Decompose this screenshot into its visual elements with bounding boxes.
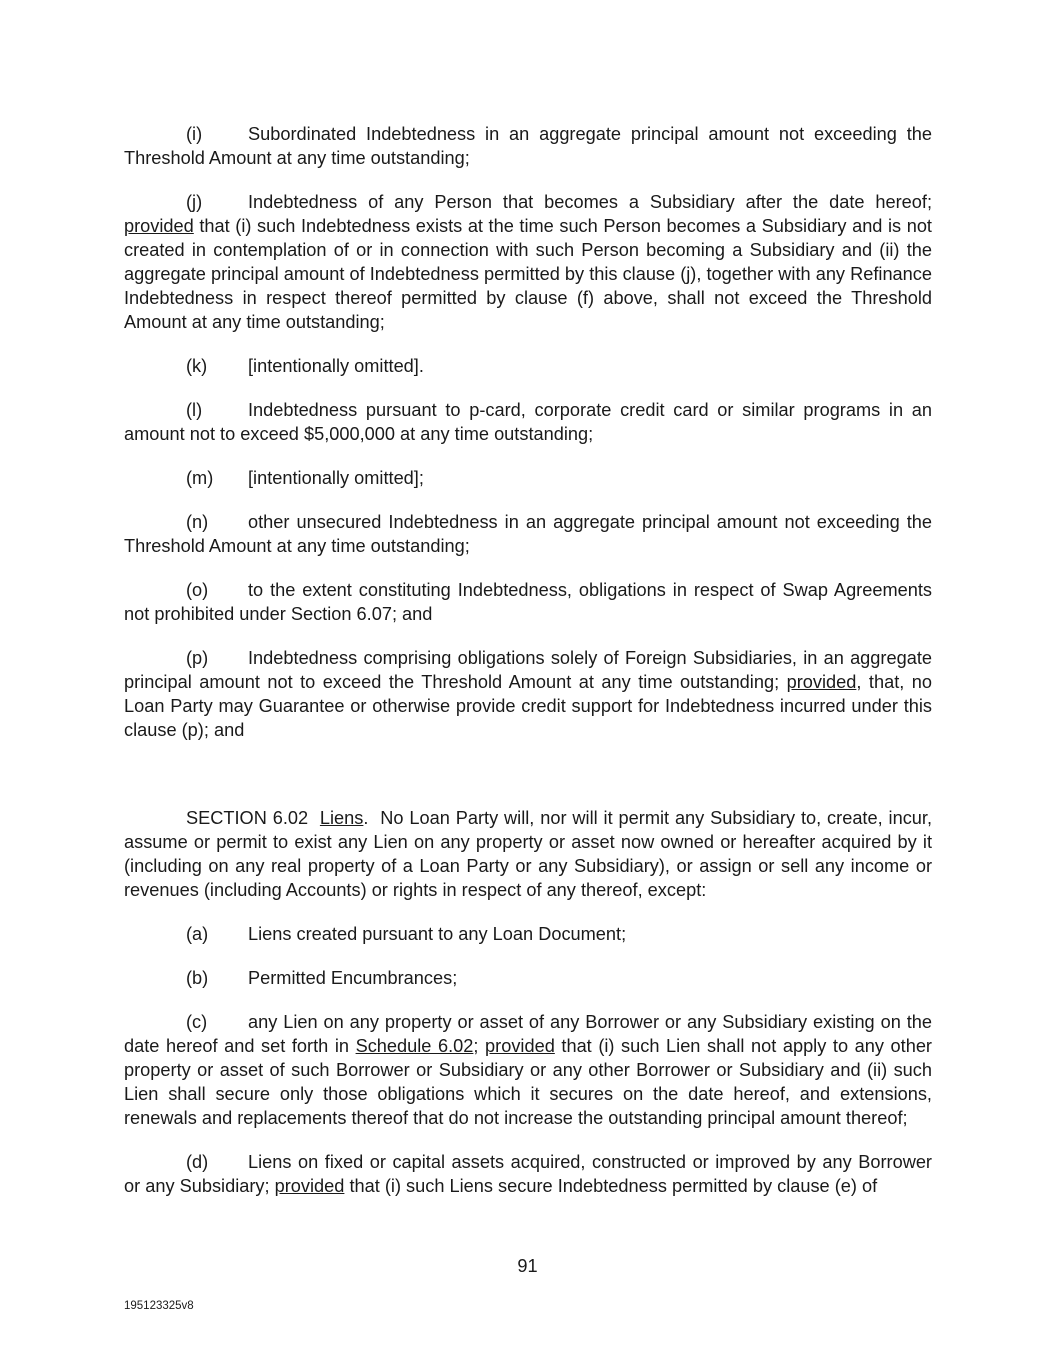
clause-label: (b) [186, 968, 209, 988]
lien-a [124, 922, 932, 946]
lien-c [124, 1010, 932, 1130]
clause-text: that (i) such Liens secure Indebtedness permitted by clause (e) of [344, 1176, 878, 1196]
clause-label: (d) [186, 1152, 209, 1172]
clause-i [124, 122, 932, 170]
clause-l [124, 398, 932, 446]
clause-text: Liens created pursuant to any Loan Document; [248, 924, 627, 944]
clause-o [124, 578, 932, 626]
clause-label: (a) [186, 924, 209, 944]
clause-text: Subordinated Indebtedness in an aggregate principal amount not exceeding the Threshold Amount at any time outstanding; [124, 124, 932, 168]
section-title: Liens [319, 808, 364, 828]
section-spacer [124, 762, 932, 806]
page-number: 91 [517, 1256, 538, 1276]
clause-n [124, 510, 932, 558]
clause-text: ; [473, 1036, 486, 1056]
clause-label: (j) [186, 192, 203, 212]
provided-term: provided [786, 672, 857, 692]
clause-text: Indebtedness comprising obligations solely of Foreign Subsidiaries, in an aggregate principal amount not to exceed the Threshold Amount at any time outstanding; [124, 648, 932, 692]
document-page [124, 122, 932, 1218]
clause-text: that (i) such Indebtedness exists at the time such Person becomes a Subsidiary and is not created in contemplation of or in connection with such Person becoming a Subsidiary and (ii) the aggregate principal amount of Indebtedness permitted by this clause (j), together with any Refinance Indebtedness in respect thereof permitted by clause (f) above, shall not exceed the Threshold Amount at any time outstanding; [124, 216, 932, 332]
clause-text: [intentionally omitted]. [248, 356, 424, 376]
document-id: 195123325v8 [124, 1300, 194, 1312]
clause-text: Permitted Encumbrances; [248, 968, 458, 988]
clause-label: (c) [186, 1012, 208, 1032]
clause-p [124, 646, 932, 742]
clause-m [124, 466, 932, 490]
clause-label: (o) [186, 580, 209, 600]
provided-term: provided [274, 1176, 345, 1196]
clause-text: Liens on fixed or capital assets acquired, constructed or improved by any Borrower or any Subsidiary; [124, 1152, 932, 1196]
clause-label: (p) [186, 648, 209, 668]
section-number: SECTION 6.02 [186, 808, 309, 828]
provided-term: provided [485, 1036, 555, 1056]
section-title-period: . [363, 808, 369, 828]
schedule-reference: Schedule 6.02 [355, 1036, 474, 1056]
clause-label: (m) [186, 468, 214, 488]
lien-b [124, 966, 932, 990]
clause-label: (i) [186, 124, 203, 144]
clause-label: (l) [186, 400, 203, 420]
clause-text: any Lien on any property or asset of any Borrower or any Subsidiary existing on the date hereof and set forth in [124, 1012, 932, 1056]
clause-k [124, 354, 932, 378]
section-6-02 [124, 806, 932, 902]
clause-label: (k) [186, 356, 208, 376]
provided-term: provided [124, 216, 194, 236]
section-text: No Loan Party will, nor will it permit any Subsidiary to, create, incur, assume or permit to exist any Lien on any property or asset now owned or hereafter acquired by it (including on any real property of a Loan Party or any Subsidiary), or assign or sell any income or revenues (including Accounts) or rights in respect of any thereof, except: [124, 808, 933, 900]
clause-text: other unsecured Indebtedness in an aggregate principal amount not exceeding the Threshold Amount at any time outstanding; [124, 512, 932, 556]
clause-text: [intentionally omitted]; [248, 468, 424, 488]
clause-text: to the extent constituting Indebtedness, obligations in respect of Swap Agreements not prohibited under Section 6.07; and [124, 580, 932, 624]
clause-text: , that, no Loan Party may Guarantee or otherwise provide credit support for Indebtedness incurred under this clause (p); and [124, 672, 933, 740]
lien-d [124, 1150, 932, 1198]
clause-text: Indebtedness pursuant to p-card, corporate credit card or similar programs in an amount not to exceed $5,000,000 at any time outstanding; [124, 400, 932, 444]
clause-text: that (i) such Lien shall not apply to any other property or asset of such Borrower or Subsidiary or any other Borrower or Subsidiary and (ii) such Lien shall secure only those obligations which it secures on the date hereof, and extensions, renewals and replacements thereof that do not increase the outstanding principal amount thereof; [124, 1036, 932, 1128]
clause-text: Indebtedness of any Person that becomes a Subsidiary after the date hereof; [248, 192, 932, 212]
clause-label: (n) [186, 512, 209, 532]
clause-j [124, 190, 932, 334]
